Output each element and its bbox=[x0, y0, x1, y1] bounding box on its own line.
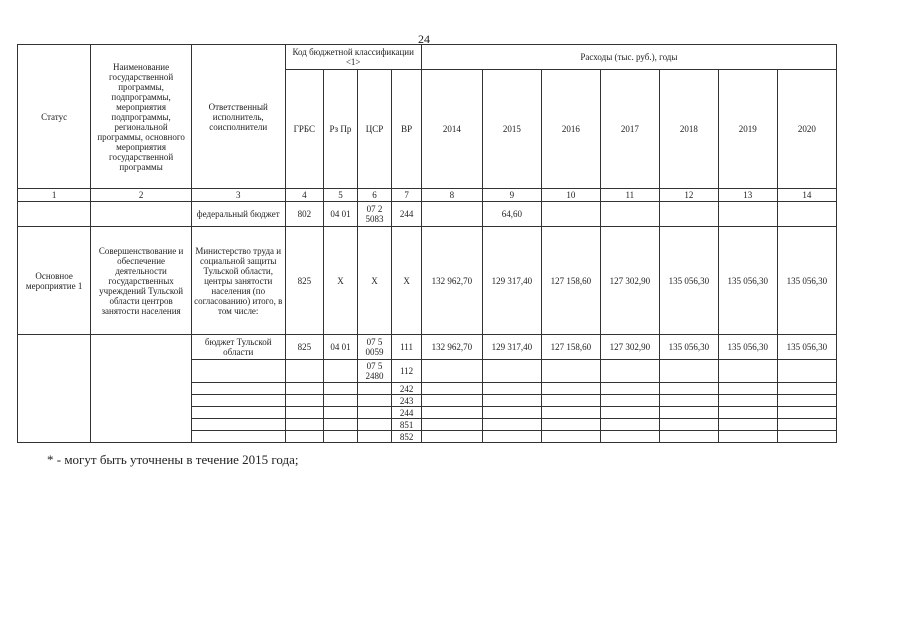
column-number-row bbox=[18, 189, 837, 202]
budget-table bbox=[17, 44, 837, 443]
column-number: 1 bbox=[18, 189, 91, 202]
header-status: Статус bbox=[18, 45, 91, 189]
column-number: 13 bbox=[718, 189, 777, 202]
header-grbs: ГРБС bbox=[285, 70, 324, 189]
cell-vr: 852 bbox=[392, 431, 422, 443]
cell-value: 127 158,60 bbox=[541, 227, 600, 335]
cell-vr: 243 bbox=[392, 395, 422, 407]
cell-value bbox=[421, 202, 482, 227]
cell-empty bbox=[91, 202, 192, 227]
header-name: Наименование государственной программы, подпрограммы, мероприятия подпрограммы, региональной программы, основного мероприятия государственной программы bbox=[91, 45, 192, 189]
column-number: 3 bbox=[191, 189, 285, 202]
cell-grbs: 825 bbox=[285, 227, 324, 335]
cell-value bbox=[718, 202, 777, 227]
cell-empty bbox=[191, 360, 285, 383]
header-year: 2020 bbox=[777, 70, 836, 189]
column-number: 7 bbox=[392, 189, 422, 202]
cell-value: 127 302,90 bbox=[600, 335, 659, 360]
cell-value: 129 317,40 bbox=[482, 227, 541, 335]
table-row-main bbox=[18, 227, 837, 335]
page-number: 24 bbox=[418, 32, 430, 46]
column-number: 9 bbox=[482, 189, 541, 202]
column-number: 6 bbox=[357, 189, 392, 202]
cell-vr: 111 bbox=[392, 335, 422, 360]
cell-value: 127 158,60 bbox=[541, 335, 600, 360]
cell-csr: 07 2 5083 bbox=[357, 202, 392, 227]
header-year: 2014 bbox=[421, 70, 482, 189]
header-budget-code: Код бюджетной классификации <1> bbox=[285, 45, 421, 70]
cell-grbs: 802 bbox=[285, 202, 324, 227]
cell-vr: X bbox=[392, 227, 422, 335]
column-number: 5 bbox=[324, 189, 358, 202]
header-year: 2015 bbox=[482, 70, 541, 189]
cell-value: 135 056,30 bbox=[777, 227, 836, 335]
cell-value: 64,60 bbox=[482, 202, 541, 227]
header-year: 2018 bbox=[659, 70, 718, 189]
column-number: 8 bbox=[421, 189, 482, 202]
header-csr: ЦСР bbox=[357, 70, 392, 189]
cell-empty bbox=[18, 202, 91, 227]
cell-value bbox=[659, 202, 718, 227]
header-year: 2017 bbox=[600, 70, 659, 189]
cell-executor: бюджет Тульской области bbox=[191, 335, 285, 360]
cell-csr: 07 5 0059 bbox=[357, 335, 392, 360]
cell-empty bbox=[18, 335, 91, 443]
cell-executor: Министерство труда и социальной защиты Тульской области, центры занятости населения (по согласованию) итого, в том числе: bbox=[191, 227, 285, 335]
column-number: 2 bbox=[91, 189, 192, 202]
cell-csr: 07 5 2480 bbox=[357, 360, 392, 383]
table-row-federal bbox=[18, 202, 837, 227]
cell-value bbox=[600, 202, 659, 227]
cell-vr: 244 bbox=[392, 407, 422, 419]
table-row-regional bbox=[18, 335, 837, 360]
cell-value: 135 056,30 bbox=[718, 335, 777, 360]
cell-empty bbox=[324, 360, 358, 383]
cell-empty bbox=[285, 360, 324, 383]
column-number: 14 bbox=[777, 189, 836, 202]
cell-value: 127 302,90 bbox=[600, 227, 659, 335]
footnote: * - могут быть уточнены в течение 2015 года; bbox=[47, 452, 299, 467]
cell-rzpr: 04 01 bbox=[324, 202, 358, 227]
cell-vr: 244 bbox=[392, 202, 422, 227]
header-expenses: Расходы (тыс. руб.), годы bbox=[421, 45, 836, 70]
cell-value: 135 056,30 bbox=[777, 335, 836, 360]
header-year: 2016 bbox=[541, 70, 600, 189]
column-number: 4 bbox=[285, 189, 324, 202]
header-year: 2019 bbox=[718, 70, 777, 189]
cell-value bbox=[777, 202, 836, 227]
cell-grbs: 825 bbox=[285, 335, 324, 360]
cell-value: 135 056,30 bbox=[659, 227, 718, 335]
column-number: 10 bbox=[541, 189, 600, 202]
cell-vr: 112 bbox=[392, 360, 422, 383]
header-rzpr: Рз Пр bbox=[324, 70, 358, 189]
cell-value: 132 962,70 bbox=[421, 335, 482, 360]
column-number: 11 bbox=[600, 189, 659, 202]
cell-value: 129 317,40 bbox=[482, 335, 541, 360]
cell-value: 132 962,70 bbox=[421, 227, 482, 335]
cell-rzpr: 04 01 bbox=[324, 335, 358, 360]
cell-status: Основное мероприятие 1 bbox=[18, 227, 91, 335]
header-vr: ВР bbox=[392, 70, 422, 189]
cell-value bbox=[541, 202, 600, 227]
cell-rzpr: X bbox=[324, 227, 358, 335]
cell-csr: X bbox=[357, 227, 392, 335]
header-executor: Ответственный исполнитель, соисполнители bbox=[191, 45, 285, 189]
cell-value: 135 056,30 bbox=[659, 335, 718, 360]
cell-empty bbox=[91, 335, 192, 443]
column-number: 12 bbox=[659, 189, 718, 202]
cell-vr: 242 bbox=[392, 383, 422, 395]
cell-name: Совершенствование и обеспечение деятельности государственных учреждений Тульской области центров занятости населения bbox=[91, 227, 192, 335]
cell-value: 135 056,30 bbox=[718, 227, 777, 335]
cell-vr: 851 bbox=[392, 419, 422, 431]
header-row-top bbox=[18, 45, 837, 70]
cell-executor: федеральный бюджет bbox=[191, 202, 285, 227]
